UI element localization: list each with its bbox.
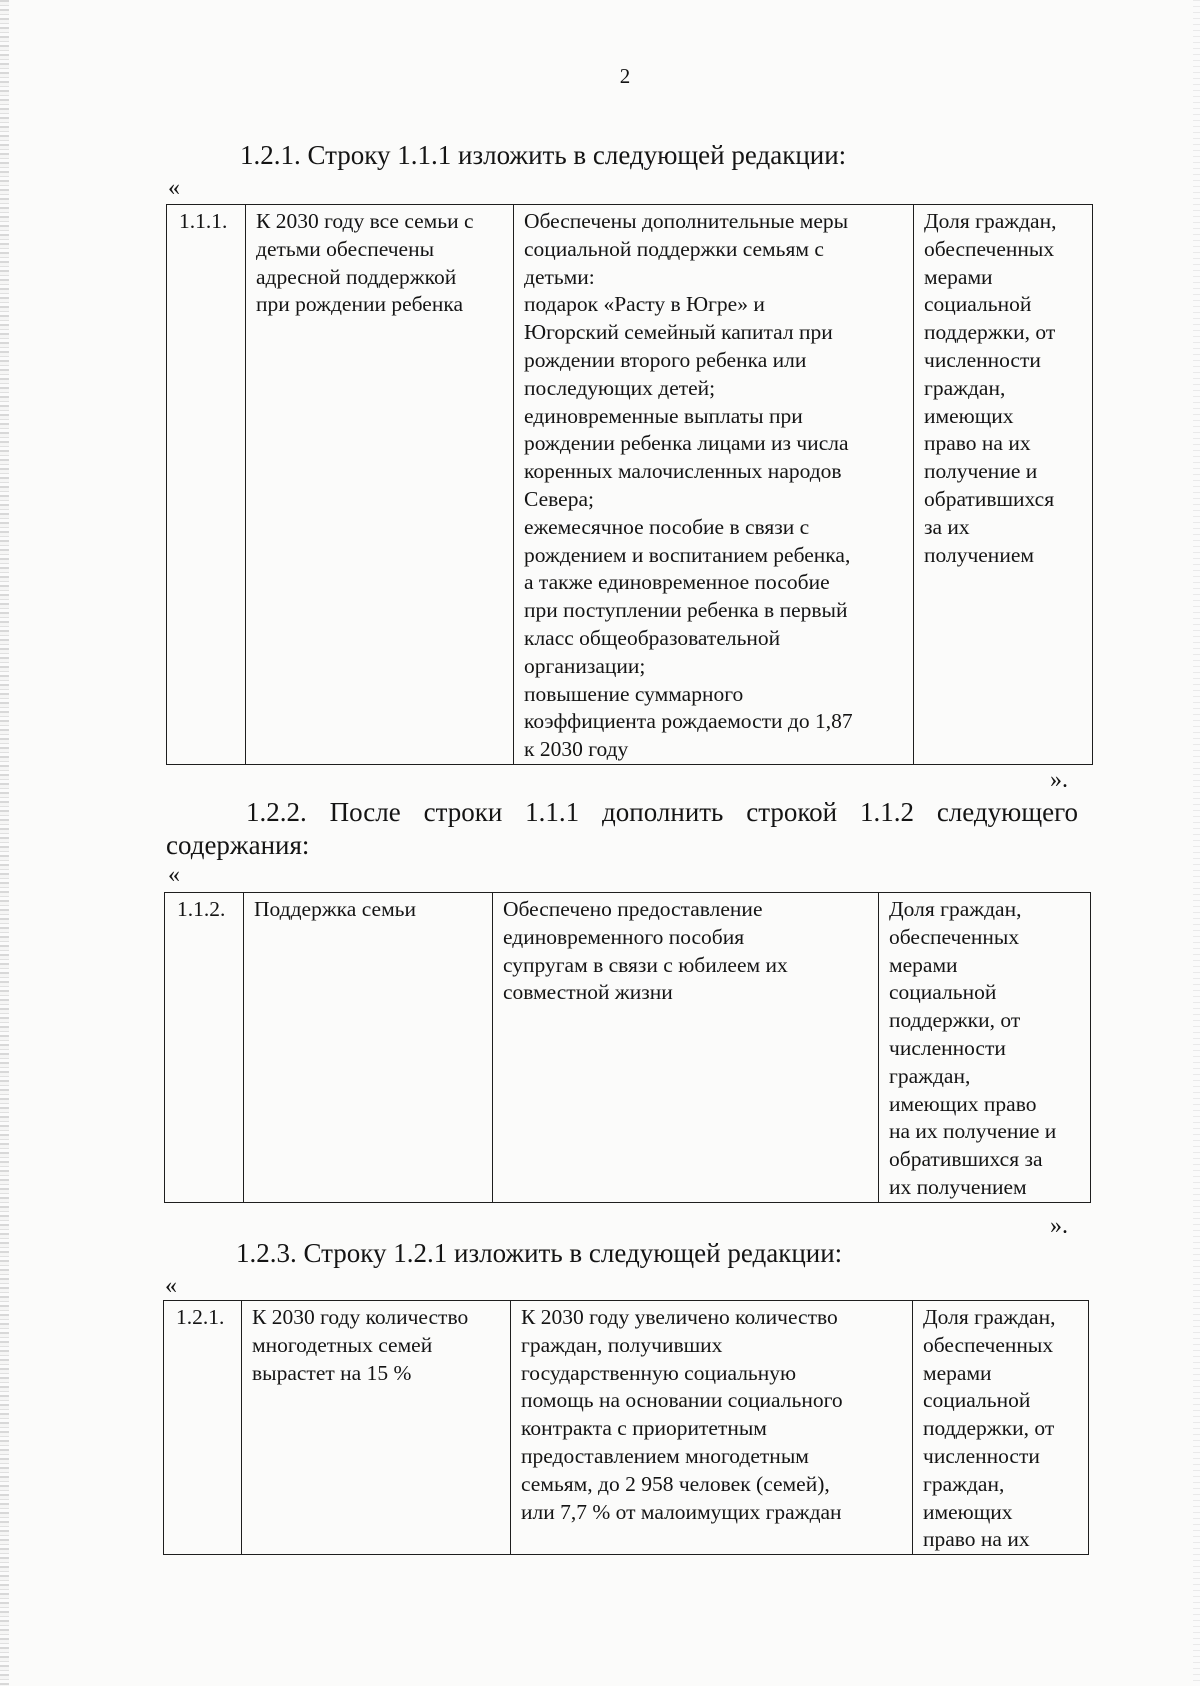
close-quote-1: ». (1050, 767, 1068, 793)
open-quote-2: « (168, 862, 180, 888)
table-row-1-1-1 (166, 204, 1093, 765)
section-heading-1-2-2-line1: 1.2.2. После строки 1.1.1 дополнить строкой 1.1.2 следующего (246, 797, 1078, 827)
table-row-1-1-2 (164, 892, 1091, 1203)
section-heading-1-2-1: 1.2.1. Строку 1.1.1 изложить в следующей редакции: (240, 140, 847, 170)
indicator-cell: Доля граждан, обеспеченных мерами социальной поддержки, от численности граждан, имеющих право на их получение и обратившихся за их получением (914, 205, 1093, 765)
goal-cell: К 2030 году количество многодетных семей вырастет на 15 % (242, 1301, 511, 1555)
section-heading-1-2-3: 1.2.3. Строку 1.2.1 изложить в следующей редакции: (236, 1238, 843, 1268)
section-heading-1-2-2-line2: содержания: (166, 830, 310, 860)
close-quote-2: ». (1050, 1213, 1068, 1239)
table-row-1-2-1 (163, 1300, 1089, 1555)
row-number-cell: 1.1.1. (167, 205, 246, 765)
goal-cell: Поддержка семьи (244, 893, 493, 1203)
indicator-cell: Доля граждан, обеспеченных мерами социальной поддержки, от численности граждан, имеющих право на их получение и обратившихся за их получением (879, 893, 1091, 1203)
row-number-cell: 1.1.2. (165, 893, 244, 1203)
scan-edge-right (1193, 0, 1200, 1686)
result-cell: Обеспечено предоставление единовременного пособия супругам в связи с юбилеем их совместной жизни (493, 893, 879, 1203)
scan-edge-left (0, 0, 9, 1686)
page-number: 2 (619, 64, 631, 88)
result-cell: К 2030 году увеличено количество граждан, получивших государственную социальную помощь на основании социального контракта с приоритетным предоставлением многодетным семьям, до 2 958 человек (семей), или 7,7 % от малоимущих граждан (511, 1301, 913, 1555)
open-quote-3: « (165, 1273, 177, 1299)
goal-cell: К 2030 году все семьи с детьми обеспечены адресной поддержкой при рождении ребенка (246, 205, 514, 765)
section-heading-1-2-2 (166, 796, 1078, 862)
result-cell: Обеспечены дополнительные меры социальной поддержки семьям с детьми: подарок «Расту в Югре» и Югорский семейный капитал при рождении второго ребенка или последующих детей; единовременные выплаты при рождении ребенка лицами из числа коренных малочисленных народов Севера; ежемесячное пособие в связи с рождением и воспитанием ребенка, а также единовременное пособие при поступлении ребенка в первый класс общеобразовательной организации; повышение суммарного коэффициента рождаемости до 1,87 к 2030 году (514, 205, 914, 765)
indicator-cell: Доля граждан, обеспеченных мерами социальной поддержки, от численности граждан, имеющих право на их (913, 1301, 1089, 1555)
row-number-cell: 1.2.1. (164, 1301, 242, 1555)
open-quote-1: « (168, 175, 180, 201)
